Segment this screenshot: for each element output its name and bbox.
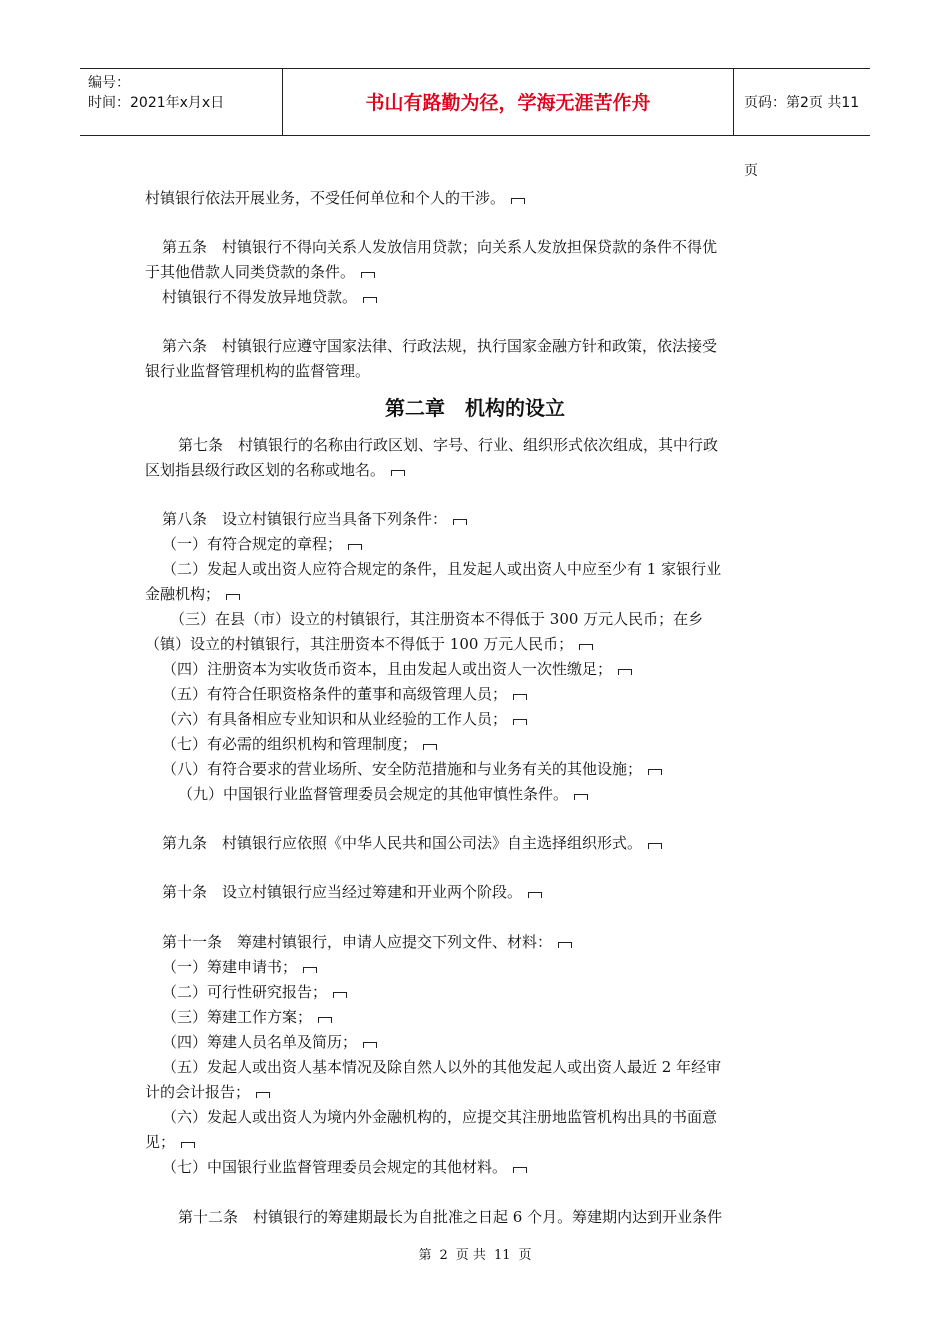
paragraph-mark-icon [513, 1167, 527, 1173]
paragraph-mark-icon [181, 1142, 195, 1148]
list-item-continuation: 金融机构； [145, 583, 240, 605]
paragraph-mark-icon [303, 967, 317, 973]
header-motto: 书山有路勤为径，学海无涯苦作舟 [282, 69, 734, 135]
list-item: （九）中国银行业监督管理委员会规定的其他审慎性条件。 [178, 783, 588, 805]
paragraph-mark-icon [513, 719, 527, 725]
list-item-continuation: （镇）设立的村镇银行，其注册资本不得低于 100 万元人民币； [145, 633, 593, 655]
paragraph-line: 区划指县级行政区划的名称或地名。 [145, 459, 405, 481]
paragraph-mark-icon [361, 272, 375, 278]
paragraph-mark-icon [391, 470, 405, 476]
header-time: 时间：2021年x月x日 [88, 95, 225, 111]
list-item: （一）筹建申请书； [162, 956, 317, 978]
paragraph-mark-icon [363, 297, 377, 303]
page-footer [0, 1244, 950, 1263]
paragraph-line: 第七条 村镇银行的名称由行政区划、字号、行业、组织形式依次组成，其中行政 [178, 436, 719, 454]
paragraph-mark-icon [226, 594, 240, 600]
paragraph-line: 第八条 设立村镇银行应当具备下列条件： [162, 508, 467, 530]
list-item: （二）可行性研究报告； [162, 981, 347, 1003]
paragraph-line: 第十条 设立村镇银行应当经过筹建和开业两个阶段。 [162, 881, 542, 903]
paragraph-mark-icon [333, 992, 347, 998]
list-item: （八）有符合要求的营业场所、安全防范措施和与业务有关的其他设施； [162, 758, 662, 780]
paragraph-line: 第九条 村镇银行应依照《中华人民共和国公司法》自主选择组织形式。 [162, 832, 662, 854]
list-item: （四）注册资本为实收货币资本，且由发起人或出资人一次性缴足； [162, 658, 632, 680]
paragraph-mark-icon [348, 544, 362, 550]
list-item: （六）有具备相应专业知识和从业经验的工作人员； [162, 708, 527, 730]
list-item: （二）发起人或出资人应符合规定的条件，且发起人或出资人中应至少有 1 家银行业 [162, 560, 722, 578]
list-item: （四）筹建人员名单及简历； [162, 1031, 377, 1053]
paragraph-mark-icon [574, 794, 588, 800]
paragraph-mark-icon [513, 694, 527, 700]
paragraph-line: 银行业监督管理机构的监督管理。 [145, 362, 371, 380]
paragraph-mark-icon [318, 1017, 332, 1023]
paragraph-line: 第六条 村镇银行应遵守国家法律、行政法规，执行国家金融方针和政策，依法接受 [162, 337, 718, 355]
list-item: （三）在县（市）设立的村镇银行，其注册资本不得低于 300 万元人民币；在乡 [170, 610, 704, 628]
paragraph-line: 村镇银行依法开展业务，不受任何单位和个人的干涉。 [145, 187, 525, 209]
footer-mid: 页 共 [455, 1248, 486, 1263]
paragraph-mark-icon [453, 519, 467, 525]
list-item: （七）中国银行业监督管理委员会规定的其他材料。 [162, 1156, 527, 1178]
list-item: （七）有必需的组织机构和管理制度； [162, 733, 437, 755]
paragraph-mark-icon [618, 669, 632, 675]
paragraph-mark-icon [256, 1092, 270, 1098]
paragraph-line: 村镇银行不得发放异地贷款。 [162, 286, 377, 308]
paragraph-mark-icon [511, 198, 525, 204]
paragraph-mark-icon [528, 892, 542, 898]
paragraph-mark-icon [648, 843, 662, 849]
header-page-info: 页码：第2页 共11页 [744, 95, 860, 179]
list-item: （三）筹建工作方案； [162, 1006, 332, 1028]
paragraph-mark-icon [423, 744, 437, 750]
footer-suffix: 页 [518, 1248, 532, 1263]
list-item: （六）发起人或出资人为境内外金融机构的，应提交其注册地监管机构出具的书面意 [162, 1108, 718, 1126]
paragraph-mark-icon [558, 942, 572, 948]
chapter-title: 第二章 机构的设立 [385, 396, 565, 420]
paragraph-line: 第十二条 村镇银行的筹建期最长为自批准之日起 6 个月。筹建期内达到开业条件 [178, 1208, 723, 1226]
paragraph-line: 第十一条 筹建村镇银行，申请人应提交下列文件、材料： [162, 931, 572, 953]
paragraph-mark-icon [579, 644, 593, 650]
list-item: （一）有符合规定的章程； [162, 533, 362, 555]
header-meta [80, 69, 282, 135]
paragraph-mark-icon [648, 769, 662, 775]
list-item: （五）发起人或出资人基本情况及除自然人以外的其他发起人或出资人最近 2 年经审 [162, 1058, 722, 1076]
list-item-continuation: 见； [145, 1131, 195, 1153]
document-header [80, 68, 870, 179]
paragraph-line: 第五条 村镇银行不得向关系人发放信用贷款；向关系人发放担保贷款的条件不得优 [162, 238, 718, 256]
list-item-continuation: 计的会计报告； [145, 1081, 270, 1103]
paragraph-mark-icon [363, 1042, 377, 1048]
paragraph-line: 于其他借款人同类贷款的条件。 [145, 261, 375, 283]
footer-total-pages: 11 [493, 1248, 511, 1263]
footer-prefix: 第 [418, 1248, 432, 1263]
list-item: （五）有符合任职资格条件的董事和高级管理人员； [162, 683, 527, 705]
footer-page-number: 2 [439, 1248, 448, 1263]
header-number: 编号： [88, 75, 130, 91]
